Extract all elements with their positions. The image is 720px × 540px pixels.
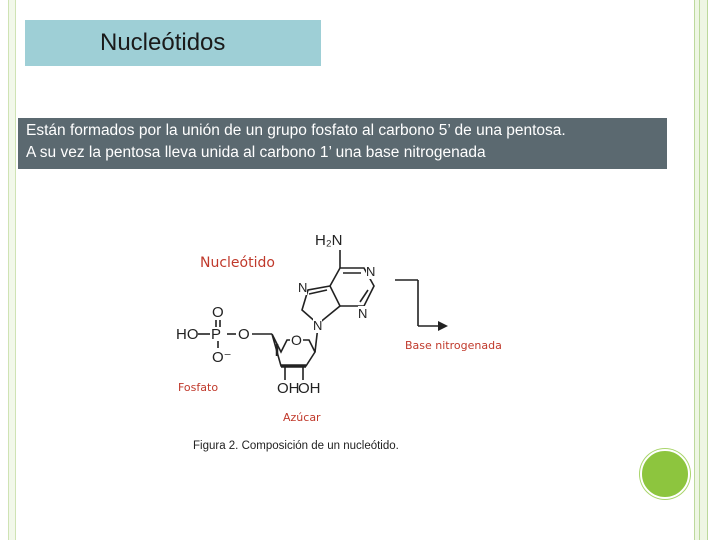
body-line-2: A su vez la pentosa lleva unida al carbono 1’ una base nitrogenada — [26, 144, 486, 161]
sugar-label: Azúcar — [283, 411, 321, 424]
nucleotide-figure — [170, 228, 510, 458]
phosphate-o-right-label: O — [238, 326, 250, 343]
body-text-box — [18, 118, 667, 169]
slide-frame-right-line — [699, 0, 700, 540]
phosphate-label: Fosfato — [178, 381, 219, 394]
body-line-1: Están formados por la unión de un grupo fosfato al carbono 5’ de una pentosa. — [26, 122, 566, 139]
base-n7-label: N — [298, 280, 308, 295]
sugar-oh-2-label: OH — [277, 380, 300, 397]
phosphate-p-label: P — [211, 326, 222, 343]
base-label: Base nitrogenada — [405, 339, 502, 352]
slide-title-text: Nucleótidos — [100, 29, 226, 56]
decorative-green-circle — [640, 449, 690, 499]
phosphate-o-minus-label: O⁻ — [212, 349, 232, 366]
sugar-oh-3-label: OH — [298, 380, 321, 397]
slide-title — [25, 20, 321, 66]
phosphate-ho-label: HO — [176, 326, 199, 343]
slide-frame-right — [694, 0, 708, 540]
slide-frame-left — [8, 0, 16, 540]
base-n1-label: N — [366, 264, 376, 279]
figure-caption: Figura 2. Composición de un nucleótido. — [193, 440, 399, 452]
base-n9-label: N — [313, 318, 323, 333]
base-n3-label: N — [358, 306, 368, 321]
phosphate-o-top-label: O — [212, 304, 224, 321]
figure-heading: Nucleótido — [200, 255, 275, 271]
ring-oxygen-label: O — [291, 332, 302, 348]
amine-group-label: H₂N — [315, 232, 343, 249]
